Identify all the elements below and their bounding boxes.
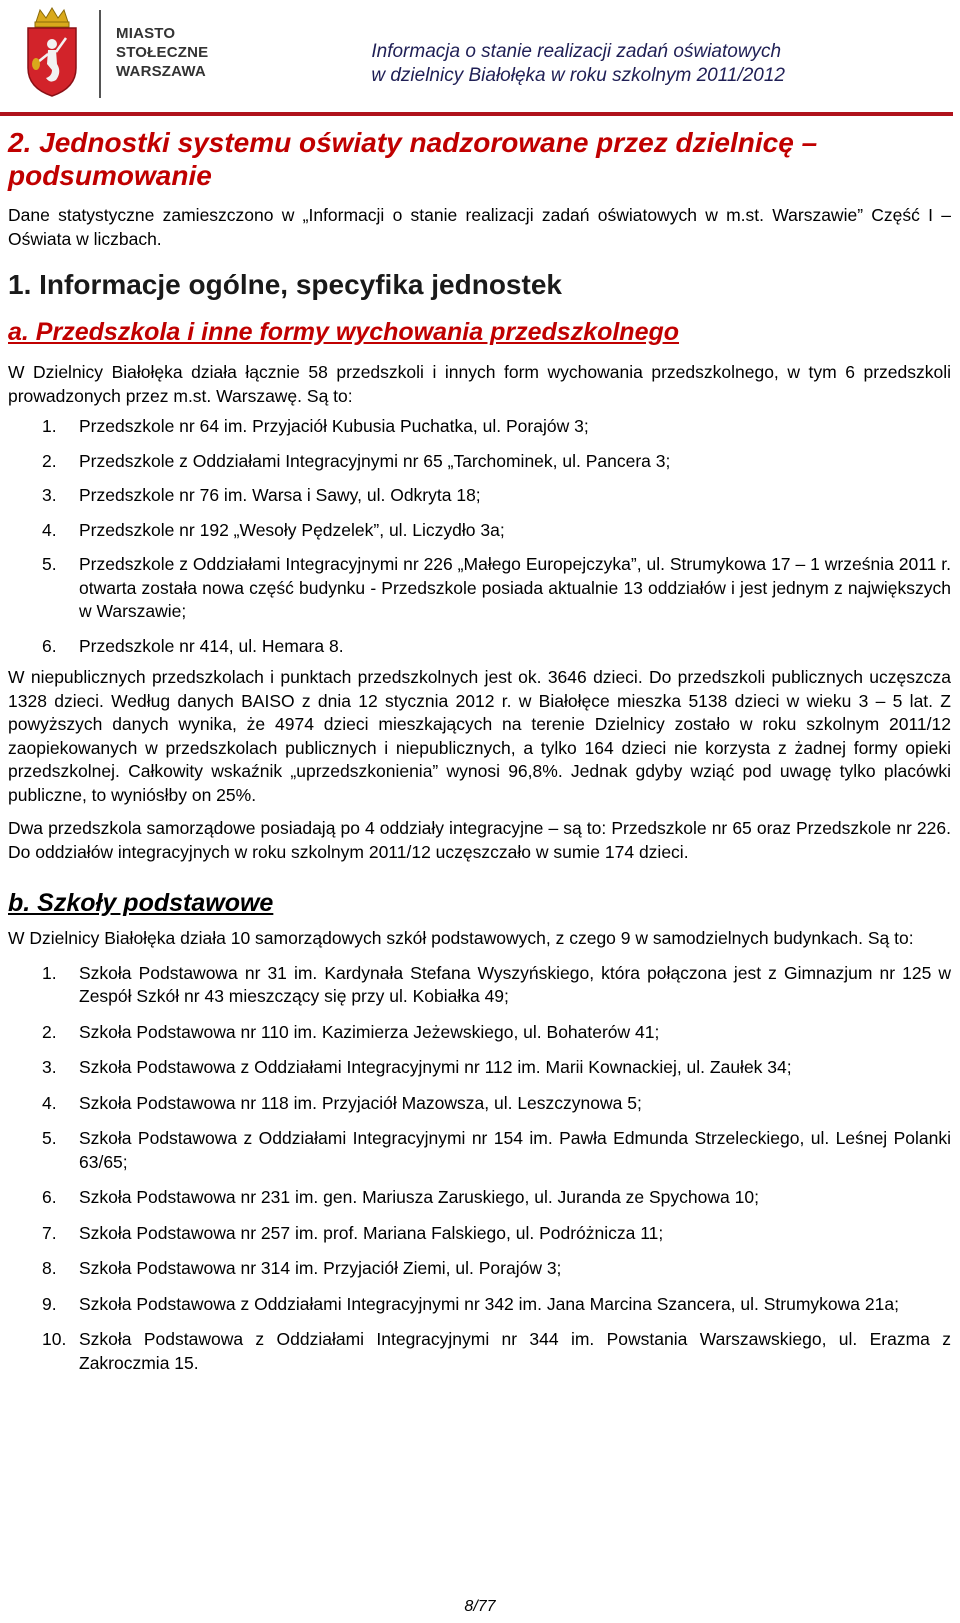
page-content <box>8 126 951 1375</box>
list-item-number: 1. <box>42 416 57 436</box>
preschools-intro: W Dzielnicy Białołęka działa łącznie 58 przedszkoli i innych form wychowania przedszkolnego, w tym 6 przedszkoli prowadzonych przez m.st. Warszawę. Są to: <box>8 362 951 406</box>
list-item-number: 3. <box>42 485 57 505</box>
list-item <box>8 1092 951 1116</box>
chapter-title: 2. Jednostki systemu oświaty nadzorowane przez dzielnicę – podsumowanie <box>8 127 818 191</box>
list-item-text: Szkoła Podstawowa z Oddziałami Integracyjnymi nr 154 im. Pawła Edmunda Strzeleckiego, ul. Leśnej Polanki 63/65; <box>79 1128 951 1172</box>
list-item-text: Szkoła Podstawowa nr 31 im. Kardynała Stefana Wyszyńskiego, która połączona jest z Gimnazjum nr 125 w Zespół Szkół nr 43 mieszczący się przy ul. Kobiałka 49; <box>79 962 951 1006</box>
list-item-text: Przedszkole nr 414, ul. Hemara 8. <box>79 635 344 656</box>
logo-divider <box>99 10 101 98</box>
list-item-number: 8. <box>42 1258 57 1278</box>
list-item <box>8 1222 951 1246</box>
list-item-text: Szkoła Podstawowa nr 118 im. Przyjaciół Mazowsza, ul. Leszczynowa 5; <box>79 1092 642 1113</box>
list-item <box>8 1257 951 1281</box>
list-item-number: 5. <box>42 1128 57 1148</box>
list-item <box>8 553 951 624</box>
list-item <box>8 1186 951 1210</box>
list-item-text: Szkoła Podstawowa z Oddziałami Integracyjnymi nr 344 im. Powstania Warszawskiego, ul. Erazma z Zakroczmia 15. <box>79 1329 951 1373</box>
list-item <box>8 484 951 508</box>
list-item-number: 6. <box>42 1187 57 1207</box>
intro-paragraph: Dane statystyczne zamieszczono w „Informacji o stanie realizacji zadań oświatowych w m.st. Warszawie” Część I – Oświata w liczbach. <box>8 205 951 249</box>
list-item <box>8 1293 951 1317</box>
list-item-text: Szkoła Podstawowa z Oddziałami Integracyjnymi nr 112 im. Marii Kownackiej, ul. Zaułek 34; <box>79 1057 792 1077</box>
primary-schools-heading: b. Szkoły podstawowe <box>8 889 274 917</box>
list-item <box>8 450 951 474</box>
list-item-number: 5. <box>42 554 57 574</box>
list-item-text: Przedszkole nr 192 „Wesoły Pędzelek”, ul. Liczydło 3a; <box>79 519 505 540</box>
document-title: Informacja o stanie realizacji zadań oświatowych w dzielnicy Białołęka w roku szkolnym 2011/2012 <box>371 41 785 86</box>
list-item-text: Szkoła Podstawowa nr 110 im. Kazimierza Jeżewskiego, ul. Bohaterów 41; <box>79 1021 660 1042</box>
integration-paragraph: Dwa przedszkola samorządowe posiadają po 4 oddziały integracyjne – są to: Przedszkole nr 65 oraz Przedszkole nr 226. Do oddziałów integracyjnych w roku szkolnym 2011/12 uczęszczało w sumie 174 dzieci. <box>8 818 951 862</box>
city-name: MIASTO STOŁECZNE WARSZAWA <box>116 25 209 80</box>
preschool-list <box>8 415 951 658</box>
list-item-text: Szkoła Podstawowa z Oddziałami Integracyjnymi nr 342 im. Jana Marcina Szancera, ul. Strumykowa 21a; <box>79 1293 899 1314</box>
list-item <box>8 1021 951 1045</box>
list-item-text: Przedszkole nr 76 im. Warsa i Sawy, ul. Odkryta 18; <box>79 485 481 505</box>
primary-schools-intro: W Dzielnicy Białołęka działa 10 samorządowych szkół podstawowych, z czego 9 w samodzielnych budynkach. Są to: <box>8 928 914 948</box>
list-item <box>8 962 951 1009</box>
list-item <box>8 635 951 659</box>
list-item-number: 3. <box>42 1057 57 1077</box>
list-item <box>8 1127 951 1174</box>
list-item-number: 9. <box>42 1293 57 1314</box>
list-item-text: Szkoła Podstawowa nr 314 im. Przyjaciół Ziemi, ul. Porajów 3; <box>79 1258 562 1278</box>
page-number: 8/77 <box>464 1598 496 1615</box>
list-item-text: Przedszkole z Oddziałami Integracyjnymi nr 226 „Małego Europejczyka”, ul. Strumykowa 17 – 1 września 2011 r. otwarta została nowa część budynku - Przedszkole posiada aktualnie 13 oddziałów i jest jednym z największych w Warszawie; <box>79 554 951 621</box>
list-item-number: 6. <box>42 635 57 656</box>
list-item-number: 4. <box>42 1092 57 1113</box>
list-item-text: Szkoła Podstawowa nr 231 im. gen. Mariusza Zaruskiego, ul. Juranda ze Spychowa 10; <box>79 1187 759 1207</box>
list-item <box>8 519 951 543</box>
list-item-number: 4. <box>42 519 57 540</box>
list-item-text: Przedszkole nr 64 im. Przyjaciół Kubusia Puchatka, ul. Porajów 3; <box>79 416 589 436</box>
list-item-number: 2. <box>42 1021 57 1042</box>
list-item-number: 7. <box>42 1222 57 1243</box>
list-item-number: 2. <box>42 450 57 471</box>
list-item <box>8 1328 951 1375</box>
preschools-heading: a. Przedszkola i inne formy wychowania przedszkolnego <box>8 318 680 346</box>
list-item-number: 10. <box>42 1329 67 1349</box>
preschools-stats-paragraph: W niepublicznych przedszkolach i punktach przedszkolnych jest ok. 3646 dzieci. Do przedszkoli publicznych uczęszcza 1328 dzieci. Według danych BAISO z dnia 12 stycznia 2012 r. w Białołęce mieszka 5138 dzieci w wieku 3 – 5 lat. Z powyższych danych wynika, że 4974 dzieci mieszkających na terenie Dzielnicy zostało w roku szkolnym 2011/12 zaopiekowanych w przedszkolach publicznych i niepublicznych, a tylko 164 dzieci nie korzysta z żadnej formy opieki przedszkolnej. Całkowity wskaźnik „uprzedszkonienia” wynosi 96,8%. Jednak gdyby wziąć pod uwagę tylko placówki publiczne, to wyniósłby on 25%. <box>8 667 951 805</box>
primary-school-list <box>8 962 951 1376</box>
list-item-text: Szkoła Podstawowa nr 257 im. prof. Mariana Falskiego, ul. Podróżnicza 11; <box>79 1222 664 1243</box>
list-item-number: 1. <box>42 962 57 983</box>
warsaw-coat-of-arms-icon <box>22 6 82 98</box>
header-rule <box>0 112 953 116</box>
list-item <box>8 415 951 439</box>
list-item-text: Przedszkole z Oddziałami Integracyjnymi nr 65 „Tarchominek, ul. Pancera 3; <box>79 450 671 471</box>
section-title: 1. Informacje ogólne, specyfika jednostek <box>8 269 562 300</box>
page-header <box>0 0 960 112</box>
list-item <box>8 1056 951 1080</box>
